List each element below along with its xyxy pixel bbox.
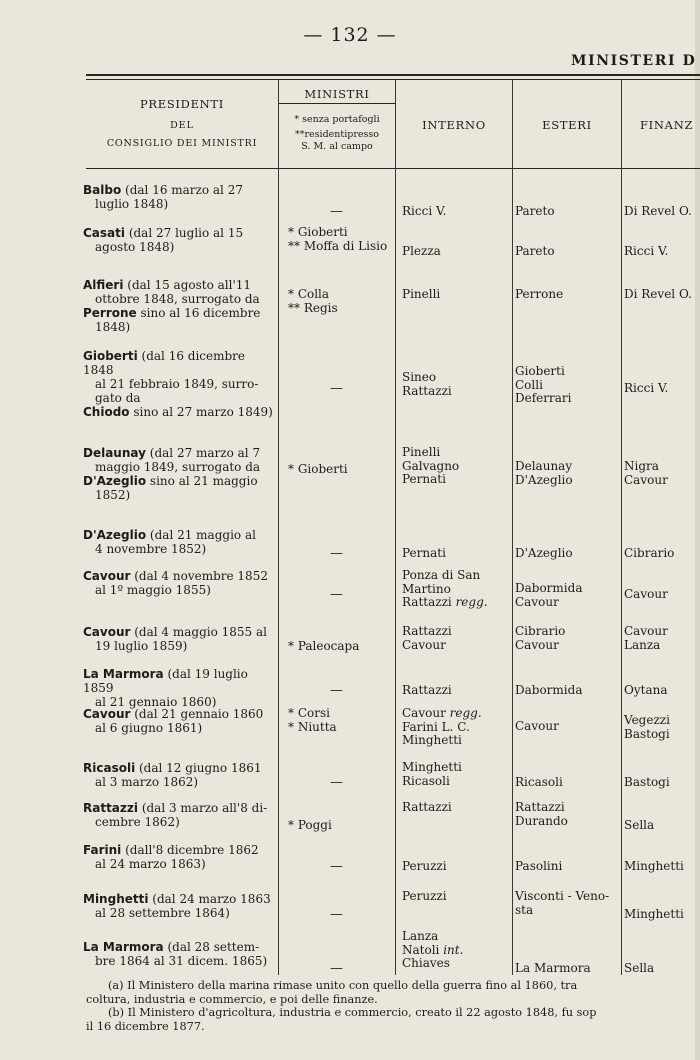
president-entry [83, 892, 274, 920]
finanze-cell [624, 860, 684, 874]
table-top-rule [86, 74, 700, 76]
president-line: Minghetti (dal 24 marzo 1863 [83, 892, 271, 906]
esteri-line: Colli [515, 377, 543, 392]
president-line: 1852) [95, 488, 131, 502]
interno-cell [402, 761, 462, 788]
esteri-cell [515, 365, 571, 406]
esteri-cell [515, 801, 568, 828]
president-name: Cavour [83, 707, 131, 721]
finanze-cell [624, 547, 674, 561]
minister-senza-portafoglio [288, 463, 348, 477]
finanze-cell [624, 684, 667, 698]
header-ministri-note2a: **residentipresso [295, 129, 379, 140]
finanze-line: Minghetti [624, 907, 684, 921]
interno-line: Rattazzi [402, 383, 452, 398]
finanze-line: Cavour [624, 624, 668, 638]
minister-line: * Corsi [288, 706, 330, 720]
finanze-line: Ricci V. [624, 381, 669, 395]
president-name: Gioberti [83, 349, 138, 363]
interno-line: Galvagno [402, 458, 460, 473]
interno-line: Rattazzi [402, 624, 452, 638]
president-line: ottobre 1848, surrogato da [95, 292, 260, 306]
esteri-cell [515, 890, 609, 917]
esteri-line: Cibrario [515, 624, 566, 638]
interno-line: Ponza di San [402, 568, 481, 582]
president-line: al 6 giugno 1861) [95, 721, 203, 735]
minister-empty: — [330, 381, 343, 396]
president-line: Farini (dall'8 dicembre 1862 [83, 843, 259, 857]
interno-cell [402, 801, 452, 815]
president-entry [83, 667, 274, 709]
president-line: cembre 1862) [95, 815, 180, 829]
president-line: Perrone sino al 16 dicembre [83, 306, 261, 320]
finanze-cell [624, 908, 684, 922]
finanze-cell [624, 776, 670, 790]
interno-line: Lanza [402, 929, 439, 943]
esteri-line: Delaunay [515, 459, 573, 473]
minister-line: * Gioberti [288, 462, 348, 476]
header-finanze: FINANZ [640, 118, 694, 132]
president-entry [83, 940, 274, 968]
esteri-line: Rattazzi [515, 800, 565, 814]
col-line-interno [512, 80, 513, 975]
interno-cell [402, 547, 446, 561]
esteri-line: D'Azeglio [515, 472, 573, 487]
interno-cell [402, 625, 452, 652]
page-number: — 132 — [303, 24, 397, 46]
interno-line: Peruzzi [402, 859, 447, 873]
finanze-line: Nigra [624, 459, 659, 473]
interno-line: Chiaves [402, 956, 450, 970]
finanze-cell [624, 245, 668, 259]
president-name: Chiodo [83, 405, 130, 419]
president-name: Balbo [83, 183, 122, 197]
president-entry [83, 625, 274, 653]
esteri-line: Pasolini [515, 859, 563, 873]
finanze-line: Oytana [624, 683, 668, 697]
president-name: Minghetti [83, 892, 149, 906]
finanze-line: Vegezzi [624, 713, 670, 727]
president-entry [83, 843, 274, 871]
interno-line: Pinelli [402, 445, 441, 459]
minister-empty: — [330, 546, 343, 561]
interno-cell [402, 684, 452, 698]
esteri-cell [515, 288, 563, 302]
president-line: al 21 febbraio 1849, surro- [95, 377, 259, 391]
president-name: Cavour [83, 569, 131, 583]
header-bottom-rule [86, 168, 700, 169]
president-line: gato da [95, 391, 141, 405]
interno-line: Cavour [402, 637, 446, 652]
footnote-a-cont: coltura, industria e commercio, e poi delle finanze. [86, 992, 378, 1006]
header-presidenti-line1: PRESIDENTI [139, 97, 225, 111]
esteri-cell [515, 684, 582, 698]
esteri-line: D'Azeglio [515, 546, 573, 560]
president-name: Alfieri [83, 278, 124, 292]
esteri-line: sta [515, 902, 534, 917]
president-line: luglio 1848) [95, 197, 169, 211]
finanze-cell [624, 625, 668, 652]
president-entry [83, 801, 274, 829]
minister-line: ** Regis [288, 300, 338, 315]
interno-cell [402, 890, 447, 904]
finanze-cell [624, 382, 668, 396]
finanze-line: Cavour [624, 587, 668, 601]
president-line: La Marmora (dal 28 settem- [83, 940, 260, 954]
esteri-cell [515, 547, 573, 561]
esteri-cell [515, 245, 555, 259]
president-line: Alfieri (dal 15 agosto all'11 [83, 278, 252, 292]
interno-cell [402, 371, 452, 398]
president-entry [83, 446, 274, 502]
finanze-line: Cibrario [624, 546, 675, 560]
president-line: Delaunay (dal 27 marzo al 7 [83, 446, 261, 460]
interno-cell [402, 569, 488, 610]
president-line: Cavour (dal 4 novembre 1852 [83, 569, 268, 583]
president-line: maggio 1849, surrogato da [95, 460, 261, 474]
footnote-a: (a) Il Ministero della marina rimase unito con quello della guerra fino al 1860, tra [108, 979, 578, 992]
esteri-line: Dabormida [515, 581, 583, 595]
interno-line: Farini L. C. [402, 719, 470, 734]
president-line: Rattazzi (dal 3 marzo all'8 di- [83, 801, 268, 815]
esteri-line: Perrone [515, 287, 564, 301]
finanze-cell [624, 819, 654, 833]
president-line: Gioberti (dal 16 dicembre 1848 [83, 349, 246, 377]
interno-cell [402, 205, 446, 219]
interno-line: Ricasoli [402, 773, 450, 788]
minister-empty: — [330, 587, 343, 602]
president-line: al 3 marzo 1862) [95, 775, 199, 789]
esteri-line: Deferrari [515, 391, 572, 405]
president-entry [83, 528, 274, 556]
president-name: D'Azeglio [83, 474, 147, 488]
finanze-line: Di Revel O. [624, 287, 692, 301]
esteri-cell [515, 582, 582, 609]
footnote-b: (b) Il Ministero d'agricoltura, industria e commercio, creato il 22 agosto 1848, fu sop [108, 1006, 597, 1019]
interno-line: Martino [402, 581, 451, 596]
president-line: Balbo (dal 16 marzo al 27 [83, 183, 243, 197]
president-line: al 24 marzo 1863) [95, 857, 206, 871]
interno-line: Rattazzi [402, 800, 452, 814]
finanze-line: Sella [624, 961, 655, 975]
running-head: MINISTERI D [571, 53, 697, 69]
interno-line: Rattazzi [402, 683, 452, 697]
finanze-cell [624, 714, 670, 741]
president-entry [83, 569, 274, 597]
president-name: Farini [83, 843, 122, 857]
esteri-cell [515, 205, 555, 219]
interno-line: Pinelli [402, 287, 441, 301]
header-presidenti-consiglio: CONSIGLIO DEI MINISTRI [106, 138, 258, 149]
interno-line: Peruzzi [402, 889, 447, 903]
interno-line: Natoli int. [402, 942, 464, 957]
interno-line: Pernati [402, 472, 446, 486]
minister-line: * Colla [288, 287, 330, 301]
minister-senza-portafoglio [288, 819, 332, 833]
interno-line: Rattazzi regg. [402, 595, 488, 609]
col-line-esteri [621, 80, 622, 975]
interno-line: Minghetti [402, 760, 462, 774]
esteri-cell [515, 776, 563, 790]
minister-empty: — [330, 204, 343, 219]
interno-line: Sineo [402, 370, 437, 384]
president-line: al 28 settembre 1864) [95, 906, 230, 920]
president-name: La Marmora [83, 667, 164, 681]
footnotes [86, 979, 696, 1033]
header-presidenti [86, 97, 278, 111]
esteri-line: Pareto [515, 244, 555, 258]
president-name: Casati [83, 226, 125, 240]
col-line-ministri [395, 80, 396, 975]
president-name: Delaunay [83, 446, 146, 460]
president-line: 4 novembre 1852) [95, 542, 207, 556]
finanze-line: Cavour [624, 472, 668, 487]
header-presidenti-del: DEL [170, 120, 194, 131]
president-name: Ricasoli [83, 761, 136, 775]
esteri-line: Dabormida [515, 683, 583, 697]
esteri-line: Gioberti [515, 364, 565, 378]
esteri-cell [515, 860, 562, 874]
col-line-presidenti [278, 80, 279, 975]
president-line: Cavour (dal 4 maggio 1855 al [83, 625, 267, 639]
finanze-line: Bastogi [624, 775, 670, 789]
interno-line: Minghetti [402, 733, 462, 747]
president-line: La Marmora (dal 19 luglio 1859 [83, 667, 248, 695]
finanze-cell [624, 588, 668, 602]
finanze-line: Sella [624, 818, 655, 832]
finanze-line: Minghetti [624, 859, 684, 873]
ministri-header-rule [278, 103, 395, 104]
minister-senza-portafoglio [288, 226, 387, 253]
esteri-cell [515, 962, 591, 976]
president-line: Ricasoli (dal 12 giugno 1861 [83, 761, 262, 775]
esteri-line: Ricasoli [515, 775, 563, 789]
esteri-line: Cavour [515, 594, 559, 609]
finanze-line: Di Revel O. [624, 204, 692, 218]
interno-line: Ricci V. [402, 204, 447, 218]
minister-empty: — [330, 859, 343, 874]
finanze-line: Ricci V. [624, 244, 669, 258]
president-line: agosto 1848) [95, 240, 175, 254]
minister-senza-portafoglio [288, 640, 359, 654]
president-line: bre 1864 al 31 dicem. 1865) [95, 954, 268, 968]
president-entry [83, 349, 274, 419]
president-line: 1848) [95, 320, 131, 334]
interno-cell [402, 860, 447, 874]
president-name: D'Azeglio [83, 528, 147, 542]
president-line: D'Azeglio (dal 21 maggio al [83, 528, 256, 542]
president-line: al 21 gennaio 1860) [95, 695, 217, 709]
president-entry [83, 761, 274, 789]
finanze-cell [624, 205, 692, 219]
president-entry [83, 226, 274, 254]
finanze-cell [624, 460, 668, 487]
interno-cell [402, 245, 441, 259]
esteri-line: Durando [515, 813, 568, 828]
esteri-line: Cavour [515, 719, 559, 733]
minister-empty: — [330, 907, 343, 922]
minister-line: * Poggi [288, 818, 332, 832]
header-esteri: ESTERI [542, 118, 592, 132]
minister-line: * Niutta [288, 719, 337, 734]
minister-empty: — [330, 961, 343, 976]
esteri-cell [515, 625, 565, 652]
minister-empty: — [330, 683, 343, 698]
esteri-line: Pareto [515, 204, 555, 218]
president-name: Perrone [83, 306, 137, 320]
esteri-cell [515, 460, 573, 487]
president-entry [83, 183, 274, 211]
finanze-line: Lanza [624, 637, 661, 652]
page-gutter [695, 0, 700, 1060]
header-ministri: MINISTRI [304, 87, 370, 101]
header-interno: INTERNO [422, 118, 486, 132]
header-ministri-note2b: S. M. al campo [301, 141, 373, 152]
interno-cell [402, 446, 459, 487]
minister-empty: — [330, 775, 343, 790]
minister-line: * Gioberti [288, 225, 348, 239]
finanze-line: Bastogi [624, 726, 670, 741]
president-line: al 1º maggio 1855) [95, 583, 211, 597]
interno-cell [402, 288, 440, 302]
interno-line: Cavour regg. [402, 706, 482, 720]
minister-line: * Paleocapa [288, 639, 360, 653]
president-line: Cavour (dal 21 gennaio 1860 [83, 707, 264, 721]
minister-senza-portafoglio [288, 707, 337, 734]
minister-senza-portafoglio [288, 288, 338, 315]
finanze-cell [624, 962, 654, 976]
esteri-line: Cavour [515, 637, 559, 652]
footnote-b-cont: il 16 dicembre 1877. [86, 1019, 205, 1033]
interno-line: Pernati [402, 546, 446, 560]
interno-cell [402, 930, 463, 971]
esteri-line: Visconti - Veno- [515, 889, 610, 903]
president-entry [83, 707, 274, 735]
president-line: 19 luglio 1859) [95, 639, 188, 653]
president-name: Rattazzi [83, 801, 138, 815]
header-ministri-note1: * senza portafogli [294, 114, 380, 125]
president-entry [83, 278, 274, 334]
president-line: D'Azeglio sino al 21 maggio [83, 474, 258, 488]
interno-cell [402, 707, 482, 748]
president-name: Cavour [83, 625, 131, 639]
president-line: Casati (dal 27 luglio al 15 [83, 226, 244, 240]
interno-line: Plezza [402, 244, 441, 258]
esteri-cell [515, 720, 559, 734]
finanze-cell [624, 288, 692, 302]
esteri-line: La Marmora [515, 961, 591, 975]
table-top-rule-thin [86, 79, 700, 80]
minister-line: ** Moffa di Lisio [288, 238, 388, 253]
president-name: La Marmora [83, 940, 164, 954]
president-line: Chiodo sino al 27 marzo 1849) [83, 405, 273, 419]
